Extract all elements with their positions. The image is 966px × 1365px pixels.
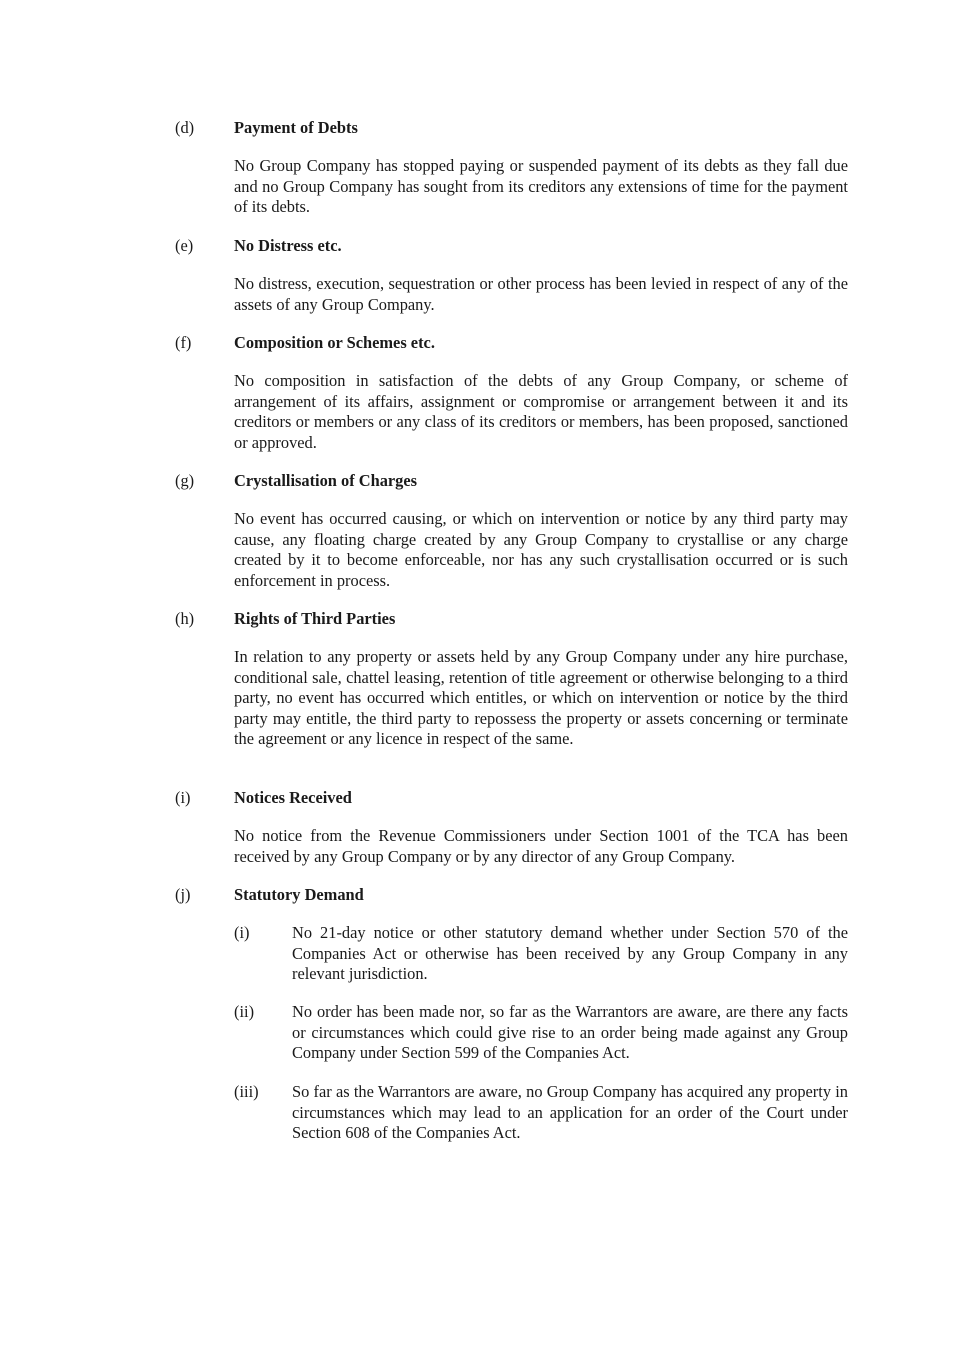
section-title: Rights of Third Parties [234,609,396,628]
sub-item-number: (iii) [234,1082,259,1101]
section-title: Statutory Demand [234,885,364,904]
section-heading-j [0,885,966,906]
sub-item-text: No 21-day notice or other statutory demand whether under Section 570 of the Companies Act or otherwise has been received by any Group Company in any relevant jurisdiction. [292,923,848,983]
section-number: (e) [175,236,194,255]
section-body-d: No Group Company has stopped paying or suspended payment of its debts as they fall due and no Group Company has sought from its creditors any extensions of time for the payment of its debts. [234,156,848,216]
section-title: Payment of Debts [234,118,358,137]
section-title: No Distress etc. [234,236,342,255]
section-number: (h) [175,609,195,628]
section-body-e: No distress, execution, sequestration or other process has been levied in respect of any of the assets of any Group Company. [234,274,848,314]
section-number: (f) [175,333,192,352]
sub-item-number: (ii) [234,1002,255,1021]
section-title: Notices Received [234,788,352,807]
section-number: (d) [175,118,195,137]
section-number: (g) [175,471,195,490]
section-title: Composition or Schemes etc. [234,333,435,352]
section-title: Crystallisation of Charges [234,471,418,490]
section-body-f: No composition in satisfaction of the debts of any Group Company, or scheme of arrangement of its affairs, assignment or compromise or arrangement between it and its creditors or members or any class of its creditors or members, has been proposed, sanctioned or approved. [234,371,848,452]
section-heading-i [0,788,966,809]
section-heading-e [0,236,966,257]
section-body-i: No notice from the Revenue Commissioners under Section 1001 of the TCA has been received by any Group Company or by any director of any Group Company. [234,826,848,866]
section-number: (j) [175,885,191,904]
section-heading-d [0,118,966,139]
section-body-h: In relation to any property or assets held by any Group Company under any hire purchase, conditional sale, chattel leasing, retention of title agreement or otherwise belonging to a third party, no event has occurred which entitles, or which on intervention or notice by the third party may entitle, the third party to repossess the property or assets concerning or terminate the agreement or any licence in respect of the same. [234,647,848,748]
section-heading-f [0,333,966,354]
sub-item-number: (i) [234,923,250,942]
sub-item-text: No order has been made nor, so far as the Warrantors are aware, are there any facts or circumstances which could give rise to an order being made against any Group Company under Section 599 of the Companies Act. [292,1002,848,1062]
section-heading-h [0,609,966,630]
section-body-g: No event has occurred causing, or which on intervention or notice by any third party may cause, any floating charge created by any Group Company to crystallise or any charge created by it to become enforceable, nor has any such crystallisation occurred or is such enforcement in process. [234,509,848,590]
section-number: (i) [175,788,191,807]
sub-item-text: So far as the Warrantors are aware, no Group Company has acquired any property in circumstances which may lead to an application for an order of the Court under Section 608 of the Companies Act. [292,1082,848,1142]
section-heading-g [0,471,966,492]
